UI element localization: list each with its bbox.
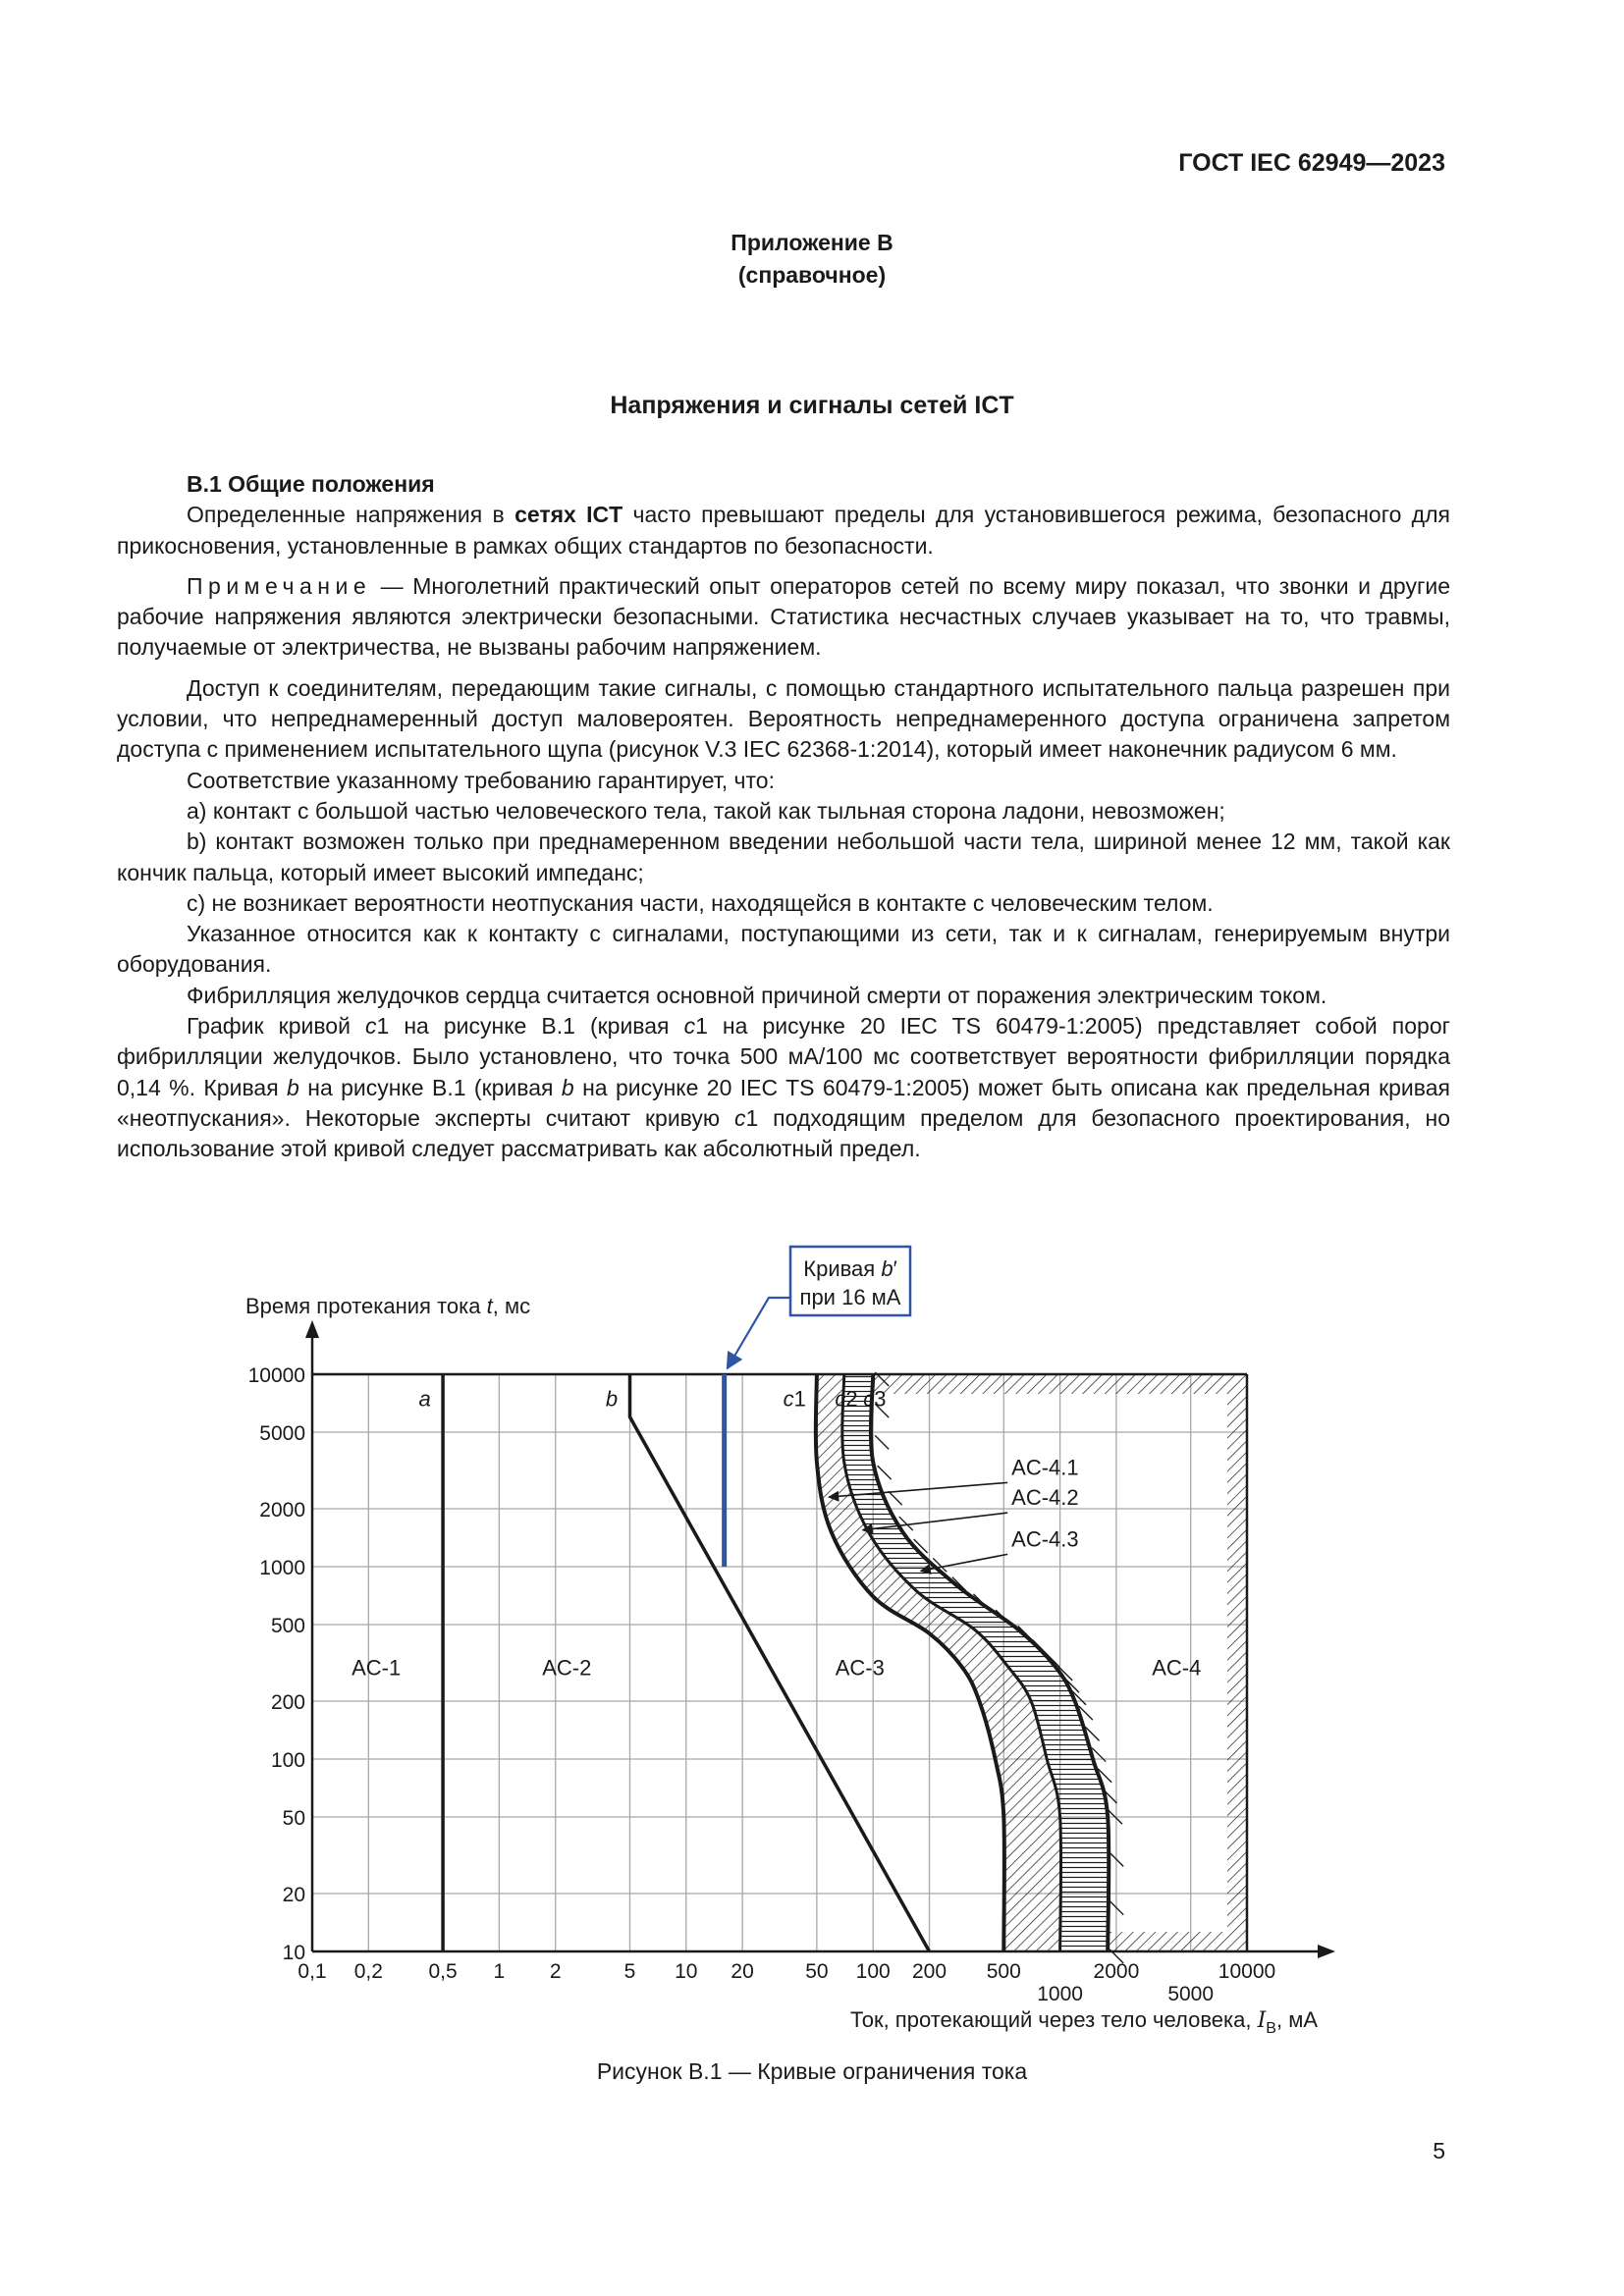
zone-label: AC-1 [352,1655,402,1681]
y-axis-label: Время протекания тока t, мс [245,1294,531,1318]
y-tick-label: 1000 [259,1557,305,1579]
x-axis-arrow [1318,1945,1335,1958]
x-tick-label: 1000 [1037,1983,1083,2005]
curve-label-c1: c1 [783,1386,806,1412]
list-item: с) не возникает вероятности неотпускания части, находящейся в контакте с человеческим телом. [187,889,1214,916]
zone-label: AC-4 [1152,1655,1202,1681]
x-tick-label: 0,5 [428,1960,458,1983]
bold-term: сетях ICT [514,502,623,528]
y-axis-arrow [305,1320,319,1338]
ac43-hatch-stroke [878,1466,892,1479]
ac43-hatch-stroke [889,1491,902,1505]
x-tick-label: 10000 [1218,1960,1276,1983]
page-title: Напряжения и сигналы сетей ICT [610,392,1014,419]
zone-label: AC-3 [835,1655,885,1681]
y-tick-label: 20 [282,1883,305,1906]
y-tick-label: 50 [282,1807,305,1831]
y-tick-label: 200 [270,1690,305,1714]
list-item: а) контакт с большой частью человеческого тела, такой как тыльная сторона ладони, невозможен; [187,797,1225,824]
paragraph: Определенные напряжения в сетях ICT часто превышают пределы для установившегося режима, безопасного для прикосновения, установленные в рамках общих стандартов по безопасности. [117,502,1450,559]
curve-label-c2: c2 [835,1386,858,1412]
x-tick-label: 2000 [1093,1960,1140,1983]
curve-label-a: a [418,1386,431,1412]
y-tick-label: 500 [270,1615,305,1638]
curve-label-b: b [605,1386,619,1412]
paragraph: Доступ к соединителям, передающим такие сигналы, с помощью стандартного испытательного пальца разрешен при условии, что непреднамеренный доступ маловероятен. Вероятность непреднамеренного доступа ограничена запретом доступа с применением испытательного щупа (рисунок V.3 IEC 62368-1:2014), который имеет наконечник радиусом 6 мм. [117,674,1450,763]
annex-title: Приложение В [731,230,893,255]
annex-subtitle: (справочное) [737,262,887,288]
x-tick-label: 5000 [1167,1983,1215,2005]
section-heading: В.1 Общие положения [187,471,435,497]
paragraph: График кривой с1 на рисунке В.1 (кривая с1 на рисунке 20 IEC TS 60479-1:2005) представляет собой порог фибрилляции желудочков. Было установлено, что точка 500 мА/100 мс соответствует вероятности фибрилляции порядка 0,14 %. Кривая b на рисунке В.1 (кривая b на рисунке 20 IEC TS 60479-1:2005) может быть описана как предельная кривая «неотпускания». Некоторые эксперты считают кривую с1 подходящим пределом для безопасного проектирования, но использование этой кривой следует рассматривать как абсолютный предел. [117,1013,1450,1162]
x-tick-label: 100 [855,1960,891,1983]
doc-code-header: ГОСТ IEC 62949—2023 [1178,149,1445,177]
y-tick-label: 5000 [259,1422,305,1446]
x-tick-label: 500 [986,1960,1021,1983]
figure-caption: Рисунок В.1 — Кривые ограничения тока [596,2058,1028,2084]
y-tick-label: 2000 [259,1498,305,1522]
current-limit-chart [0,1232,1624,2056]
curve-label-c3: c3 [863,1386,887,1412]
x-tick-label: 200 [911,1960,947,1983]
x-tick-label: 0,1 [298,1960,327,1983]
subzone-leader [921,1554,1007,1571]
callout-leader [728,1298,790,1368]
callout-line1: Кривая b′ [803,1256,897,1281]
zone-label: AC-2 [542,1655,592,1681]
paragraph: Фибрилляция желудочков сердца считается основной причиной смерти от поражения электрическим током. [187,982,1327,1008]
subzone-label: AC-4.3 [1011,1526,1079,1552]
x-axis-label: Ток, протекающий через тело человека, $I_B$, мА [850,2007,1318,2037]
note-paragraph: Примечание — Многолетний практический опыт операторов сетей по всему миру показал, что звонки и другие рабочие напряжения являются электрически безопасными. Статистика несчастных случаев указывает на то, что травмы, получаемые от электричества, не вызваны рабочим напряжением. [117,572,1450,661]
x-tick-label: 5 [623,1960,636,1983]
note-label: Примечание [187,572,372,599]
y-tick-label: 10000 [247,1364,305,1387]
x-tick-label: 20 [731,1960,754,1983]
x-tick-label: 10 [675,1960,698,1983]
list-item: b) контакт возможен только при преднамеренном введении небольшой части тела, шириной менее 12 мм, такой как кончик пальца, который имеет высокий импеданс; [117,828,1450,885]
subzone-label: AC-4.1 [1011,1455,1079,1480]
section-b1 [117,469,1450,1165]
x-tick-label: 2 [549,1960,562,1983]
callout-line2: при 16 мА [799,1285,901,1309]
page-number: 5 [1433,2138,1445,2163]
y-tick-label: 100 [270,1749,305,1772]
paragraph: Указанное относится как к контакту с сигналами, поступающими из сети, так и к сигналам, генерируемым внутри оборудования. [117,921,1450,978]
x-tick-label: 0,2 [353,1960,383,1983]
y-tick-label: 10 [282,1942,305,1964]
annex-heading [0,227,1624,292]
subzone-label: AC-4.2 [1011,1485,1079,1511]
x-tick-label: 1 [493,1960,506,1983]
chart-labels [245,1247,1318,2037]
ac43-hatch-stroke [875,1435,889,1449]
paragraph: Соответствие указанному требованию гарантирует, что: [187,767,775,793]
x-tick-label: 50 [805,1960,829,1983]
